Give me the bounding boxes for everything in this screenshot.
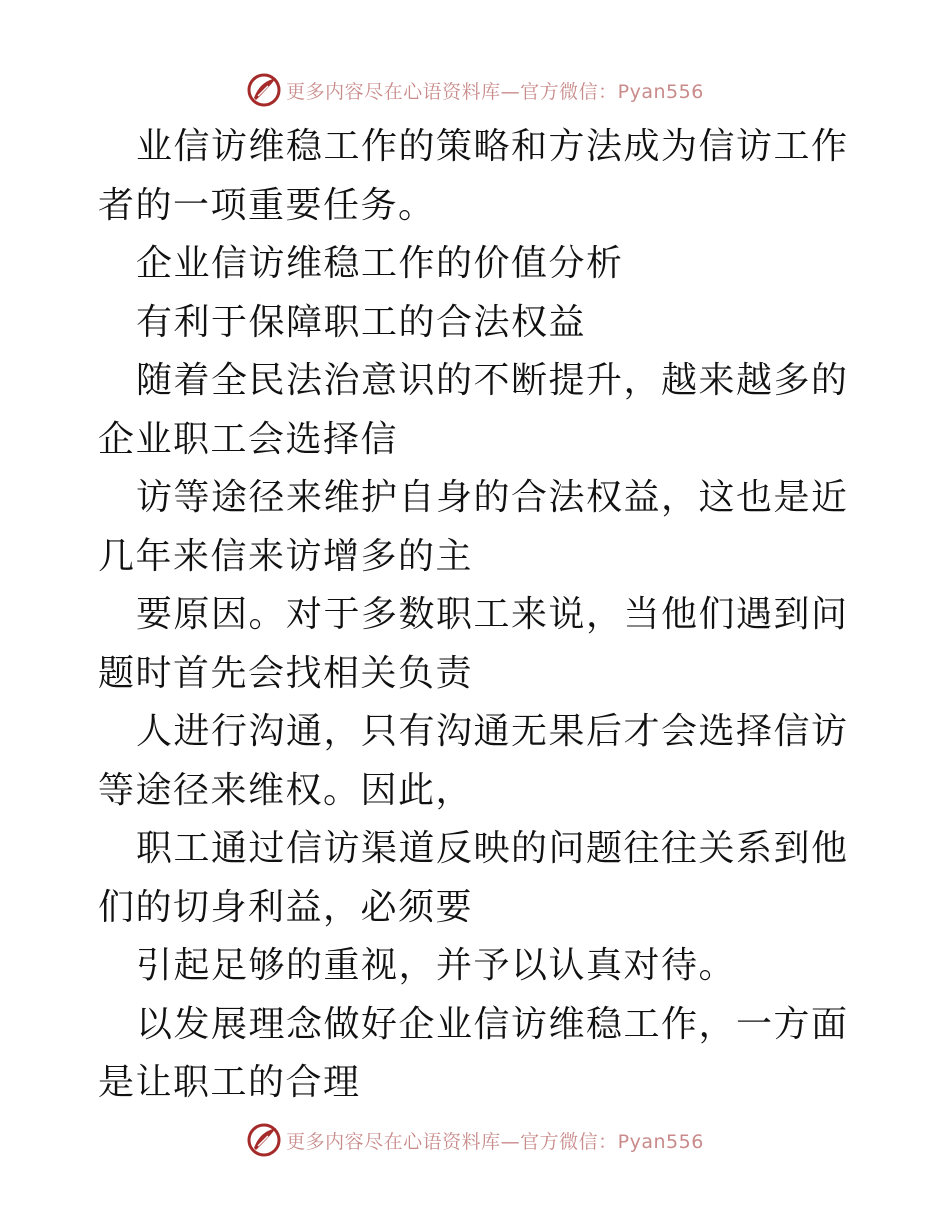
- paragraph: 职工通过信访渠道反映的问题往往关系到他们的切身利益，必须要: [98, 828, 849, 928]
- paragraph: 访等途径来维护自身的合法权益，这也是近几年来信来访增多的主: [98, 477, 849, 577]
- paragraph: 要原因。对于多数职工来说，当他们遇到问题时首先会找相关负责: [98, 594, 849, 694]
- paragraph: 业信访维稳工作的策略和方法成为信访工作者的一项重要任务。: [98, 126, 849, 226]
- brand-logo-icon: [246, 1122, 282, 1158]
- footer-banner: [0, 1120, 950, 1160]
- paragraph: 以发展理念做好企业信访维稳工作，一方面是让职工的合理: [98, 1003, 849, 1103]
- paragraph: 随着全民法治意识的不断提升，越来越多的企业职工会选择信: [98, 360, 849, 460]
- brand-logo-icon: [246, 72, 282, 108]
- footer-banner-text: 更多内容尽在心语资料库—官方微信：Pyan556: [286, 1130, 704, 1153]
- header-banner: [0, 70, 950, 110]
- document-body: [98, 118, 858, 1113]
- subsection-heading: 有利于保障职工的合法权益: [136, 301, 587, 343]
- paragraph: 引起足够的重视，并予以认真对待。: [136, 945, 737, 986]
- header-banner-text: 更多内容尽在心语资料库—官方微信：Pyan556: [286, 80, 704, 103]
- paragraph: 人进行沟通，只有沟通无果后才会选择信访等途径来维权。因此，: [98, 711, 849, 811]
- section-heading: 企业信访维稳工作的价值分析: [136, 243, 624, 284]
